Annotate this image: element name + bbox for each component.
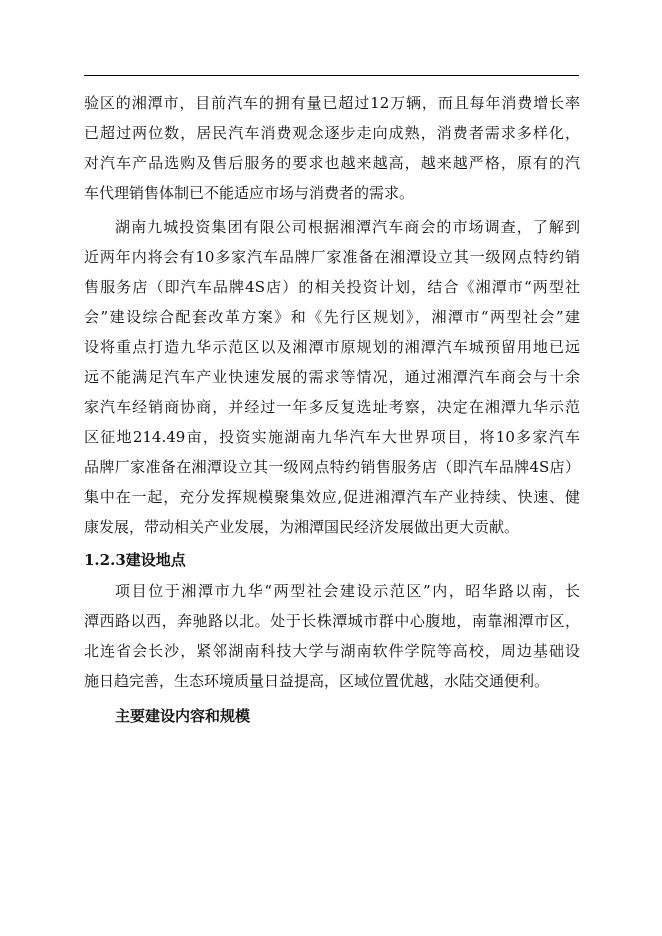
paragraph-construction-site — [84, 576, 580, 696]
text-line: 近两年内将会有10多家汽车品牌厂家准备在湘潭设立其一级网点特约销 — [84, 248, 580, 266]
text-line: 售服务店（即汽车品牌4S店）的相关投资计划，结合《湘潭市“两型社 — [84, 278, 580, 296]
text-line: 潭西路以西，奔驰路以北。处于长株潭城市群中心腹地，南靠湘潭市区， — [84, 612, 580, 630]
paragraph-project-origin — [84, 212, 580, 542]
text-line: 已超过两位数，居民汽车消费观念逐步走向成熟，消费者需求多样化， — [84, 124, 580, 142]
section-heading-main-content-scale: 主要建设内容和规模 — [115, 707, 251, 725]
text-line: 验区的湘潭市，目前汽车的拥有量已超过12万辆，而且每年消费增长率 — [84, 94, 580, 112]
text-line: 北连省会长沙，紧邻湖南科技大学与湖南软件学院等高校，周边基础设 — [84, 642, 580, 660]
text-line: 施日趋完善，生态环境质量日益提高，区域位置优越，水陆交通便利。 — [84, 672, 550, 690]
text-line: 会”建设综合配套改革方案》和《先行区规划》，湘潭市“两型社会”建 — [84, 308, 580, 326]
text-line: 集中在一起，充分发挥规模聚集效应,促进湘潭汽车产业持续、快速、健 — [84, 488, 580, 506]
text-line: 对汽车产品选购及售后服务的要求也越来越高，越来越严格，原有的汽 — [84, 154, 580, 172]
text-line: 车代理销售体制已不能适应市场与消费者的需求。 — [84, 184, 415, 202]
section-heading-construction-site: 1.2.3建设地点 — [84, 551, 186, 569]
text-line: 远不能满足汽车产业快速发展的需求等情况，通过湘潭汽车商会与十余 — [84, 368, 580, 386]
header-rule — [84, 75, 579, 76]
body-content — [84, 88, 580, 732]
text-line: 家汽车经销商协商，并经过一年多反复选址考察，决定在湘潭九华示范 — [84, 398, 580, 416]
text-line: 项目位于湘潭市九华“两型社会建设示范区”内，昭华路以南，长 — [115, 582, 580, 600]
text-line: 区征地214.49亩，投资实施湖南九华汽车大世界项目，将10多家汽车 — [84, 428, 580, 446]
text-line: 品牌厂家准备在湘潭设立其一级网点特约销售服务店（即汽车品牌4S店） — [84, 458, 580, 476]
paragraph-market-background — [84, 88, 580, 208]
text-line: 设将重点打造九华示范区以及湘潭市原规划的湘潭汽车城预留用地已远 — [84, 338, 580, 356]
text-line: 康发展，带动相关产业发展，为湘潭国民经济发展做出更大贡献。 — [84, 518, 520, 536]
text-line: 湖南九城投资集团有限公司根据湘潭汽车商会的市场调查，了解到 — [115, 218, 580, 236]
